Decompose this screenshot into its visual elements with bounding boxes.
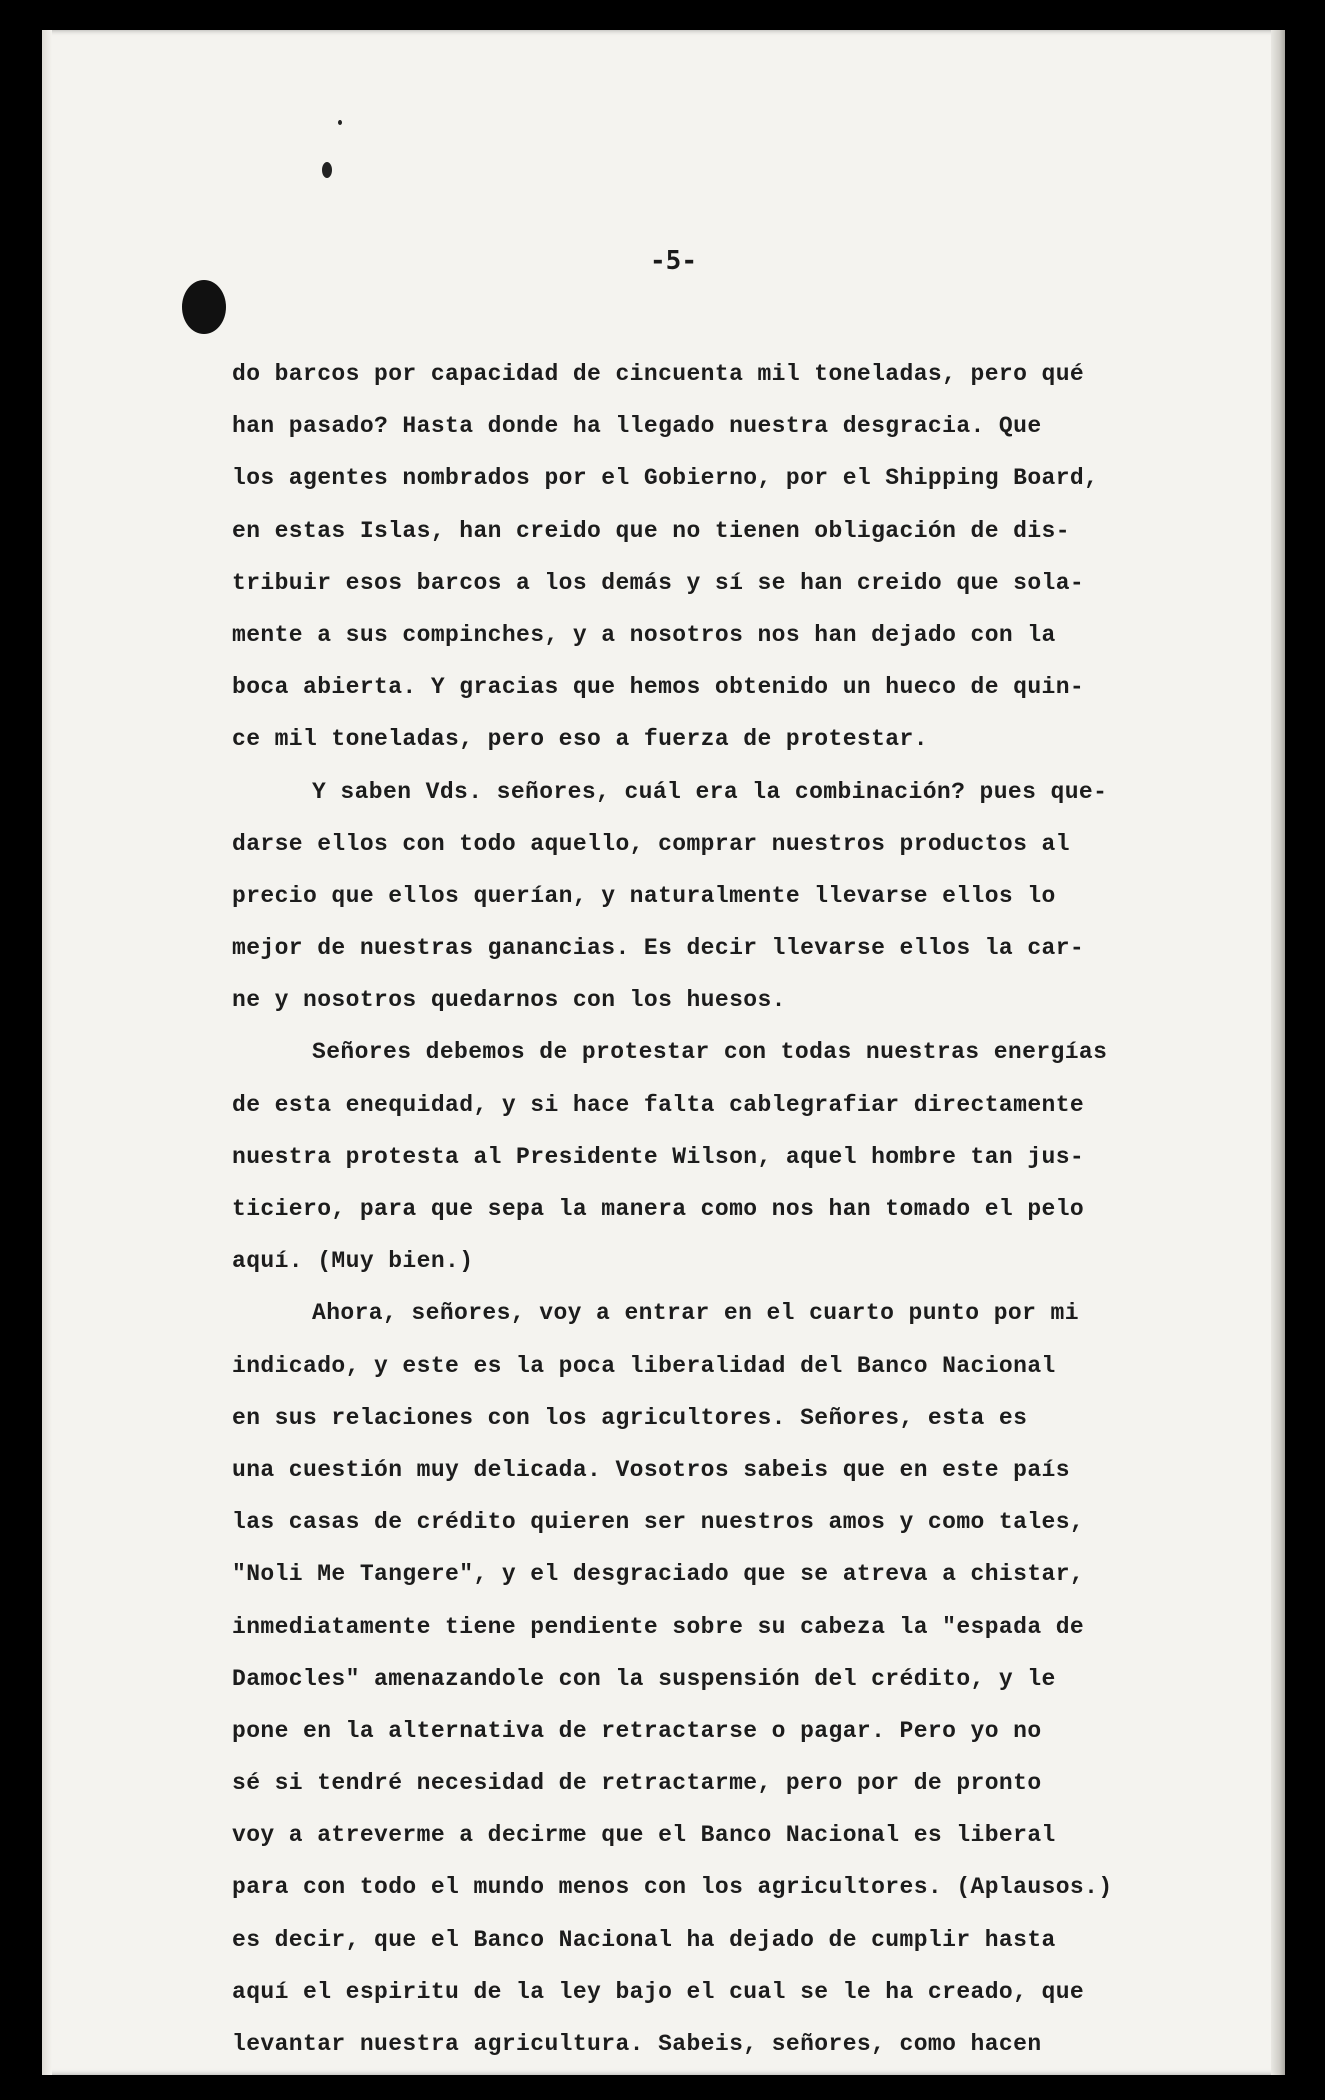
text-line: los agentes nombrados por el Gobierno, por el Shipping Board, — [232, 465, 1099, 492]
text-line: levantar nuestra agricultura. Sabeis, señores, como hacen — [232, 2031, 1042, 2057]
text-line: Y saben Vds. señores, cuál era la combinación? pues que- — [312, 778, 1108, 805]
text-line: indicado, y este es la poca liberalidad del Banco Nacional — [232, 1352, 1056, 1379]
text-line: una cuestión muy delicada. Vosotros sabeis que en este país — [232, 1456, 1070, 1483]
text-line: mejor de nuestras ganancias. Es decir llevarse ellos la car- — [232, 935, 1085, 962]
text-line: sé si tendré necesidad de retractarme, pero por de pronto — [232, 1770, 1042, 1797]
text-line: Señores debemos de protestar con todas nuestras energías — [312, 1039, 1108, 1066]
text-line: aquí. (Muy bien.) — [232, 1248, 474, 1275]
ink-speck — [338, 120, 342, 125]
page-number: -5- — [650, 246, 697, 276]
text-line: Damocles" amenazandole con la suspensión del crédito, y le — [232, 1665, 1056, 1692]
text-line: inmediatamente tiene pendiente sobre su cabeza la "espada de — [232, 1613, 1085, 1640]
text-line: de esta enequidad, y si hace falta cablegrafiar directamente — [232, 1091, 1085, 1118]
text-line: boca abierta. Y gracias que hemos obtenido un hueco de quin- — [232, 674, 1085, 701]
text-line: precio que ellos querían, y naturalmente llevarse ellos lo — [232, 882, 1056, 909]
text-line: ce mil toneladas, pero eso a fuerza de protestar. — [232, 726, 928, 753]
body-text — [232, 348, 1222, 2070]
text-line: pone en la alternativa de retractarse o pagar. Pero yo no — [232, 1717, 1042, 1744]
punch-hole — [182, 280, 226, 334]
text-line: para con todo el mundo menos con los agricultores. (Aplausos.) — [232, 1874, 1113, 1901]
text-line: tribuir esos barcos a los demás y sí se han creido que sola- — [232, 569, 1085, 596]
text-line: es decir, que el Banco Nacional ha dejado de cumplir hasta — [232, 1926, 1056, 1953]
text-line: Ahora, señores, voy a entrar en el cuarto punto por mi — [312, 1300, 1079, 1327]
text-line: do barcos por capacidad de cincuenta mil toneladas, pero qué — [232, 361, 1085, 387]
text-line: darse ellos con todo aquello, comprar nuestros productos al — [232, 830, 1070, 857]
document-page — [42, 30, 1285, 2075]
text-line: en sus relaciones con los agricultores. Señores, esta es — [232, 1404, 1028, 1431]
text-line: nuestra protesta al Presidente Wilson, aquel hombre tan jus- — [232, 1143, 1085, 1170]
text-line: voy a atreverme a decirme que el Banco Nacional es liberal — [232, 1822, 1056, 1849]
text-line: mente a sus compinches, y a nosotros nos han dejado con la — [232, 621, 1056, 648]
text-line: las casas de crédito quieren ser nuestros amos y como tales, — [232, 1509, 1085, 1536]
text-line: ticiero, para que sepa la manera como nos han tomado el pelo — [232, 1196, 1085, 1222]
text-line: han pasado? Hasta donde ha llegado nuestra desgracia. Que — [232, 413, 1042, 440]
text-line: aquí el espiritu de la ley bajo el cual se le ha creado, que — [232, 1978, 1085, 2005]
ink-speck — [322, 162, 332, 178]
text-line: ne y nosotros quedarnos con los huesos. — [232, 987, 786, 1014]
text-line: "Noli Me Tangere", y el desgraciado que se atreva a chistar, — [232, 1561, 1085, 1588]
scan-edge-right — [1271, 30, 1285, 2075]
scan-edge-left — [42, 30, 52, 2075]
text-line: en estas Islas, han creido que no tienen obligación de dis- — [232, 517, 1070, 544]
